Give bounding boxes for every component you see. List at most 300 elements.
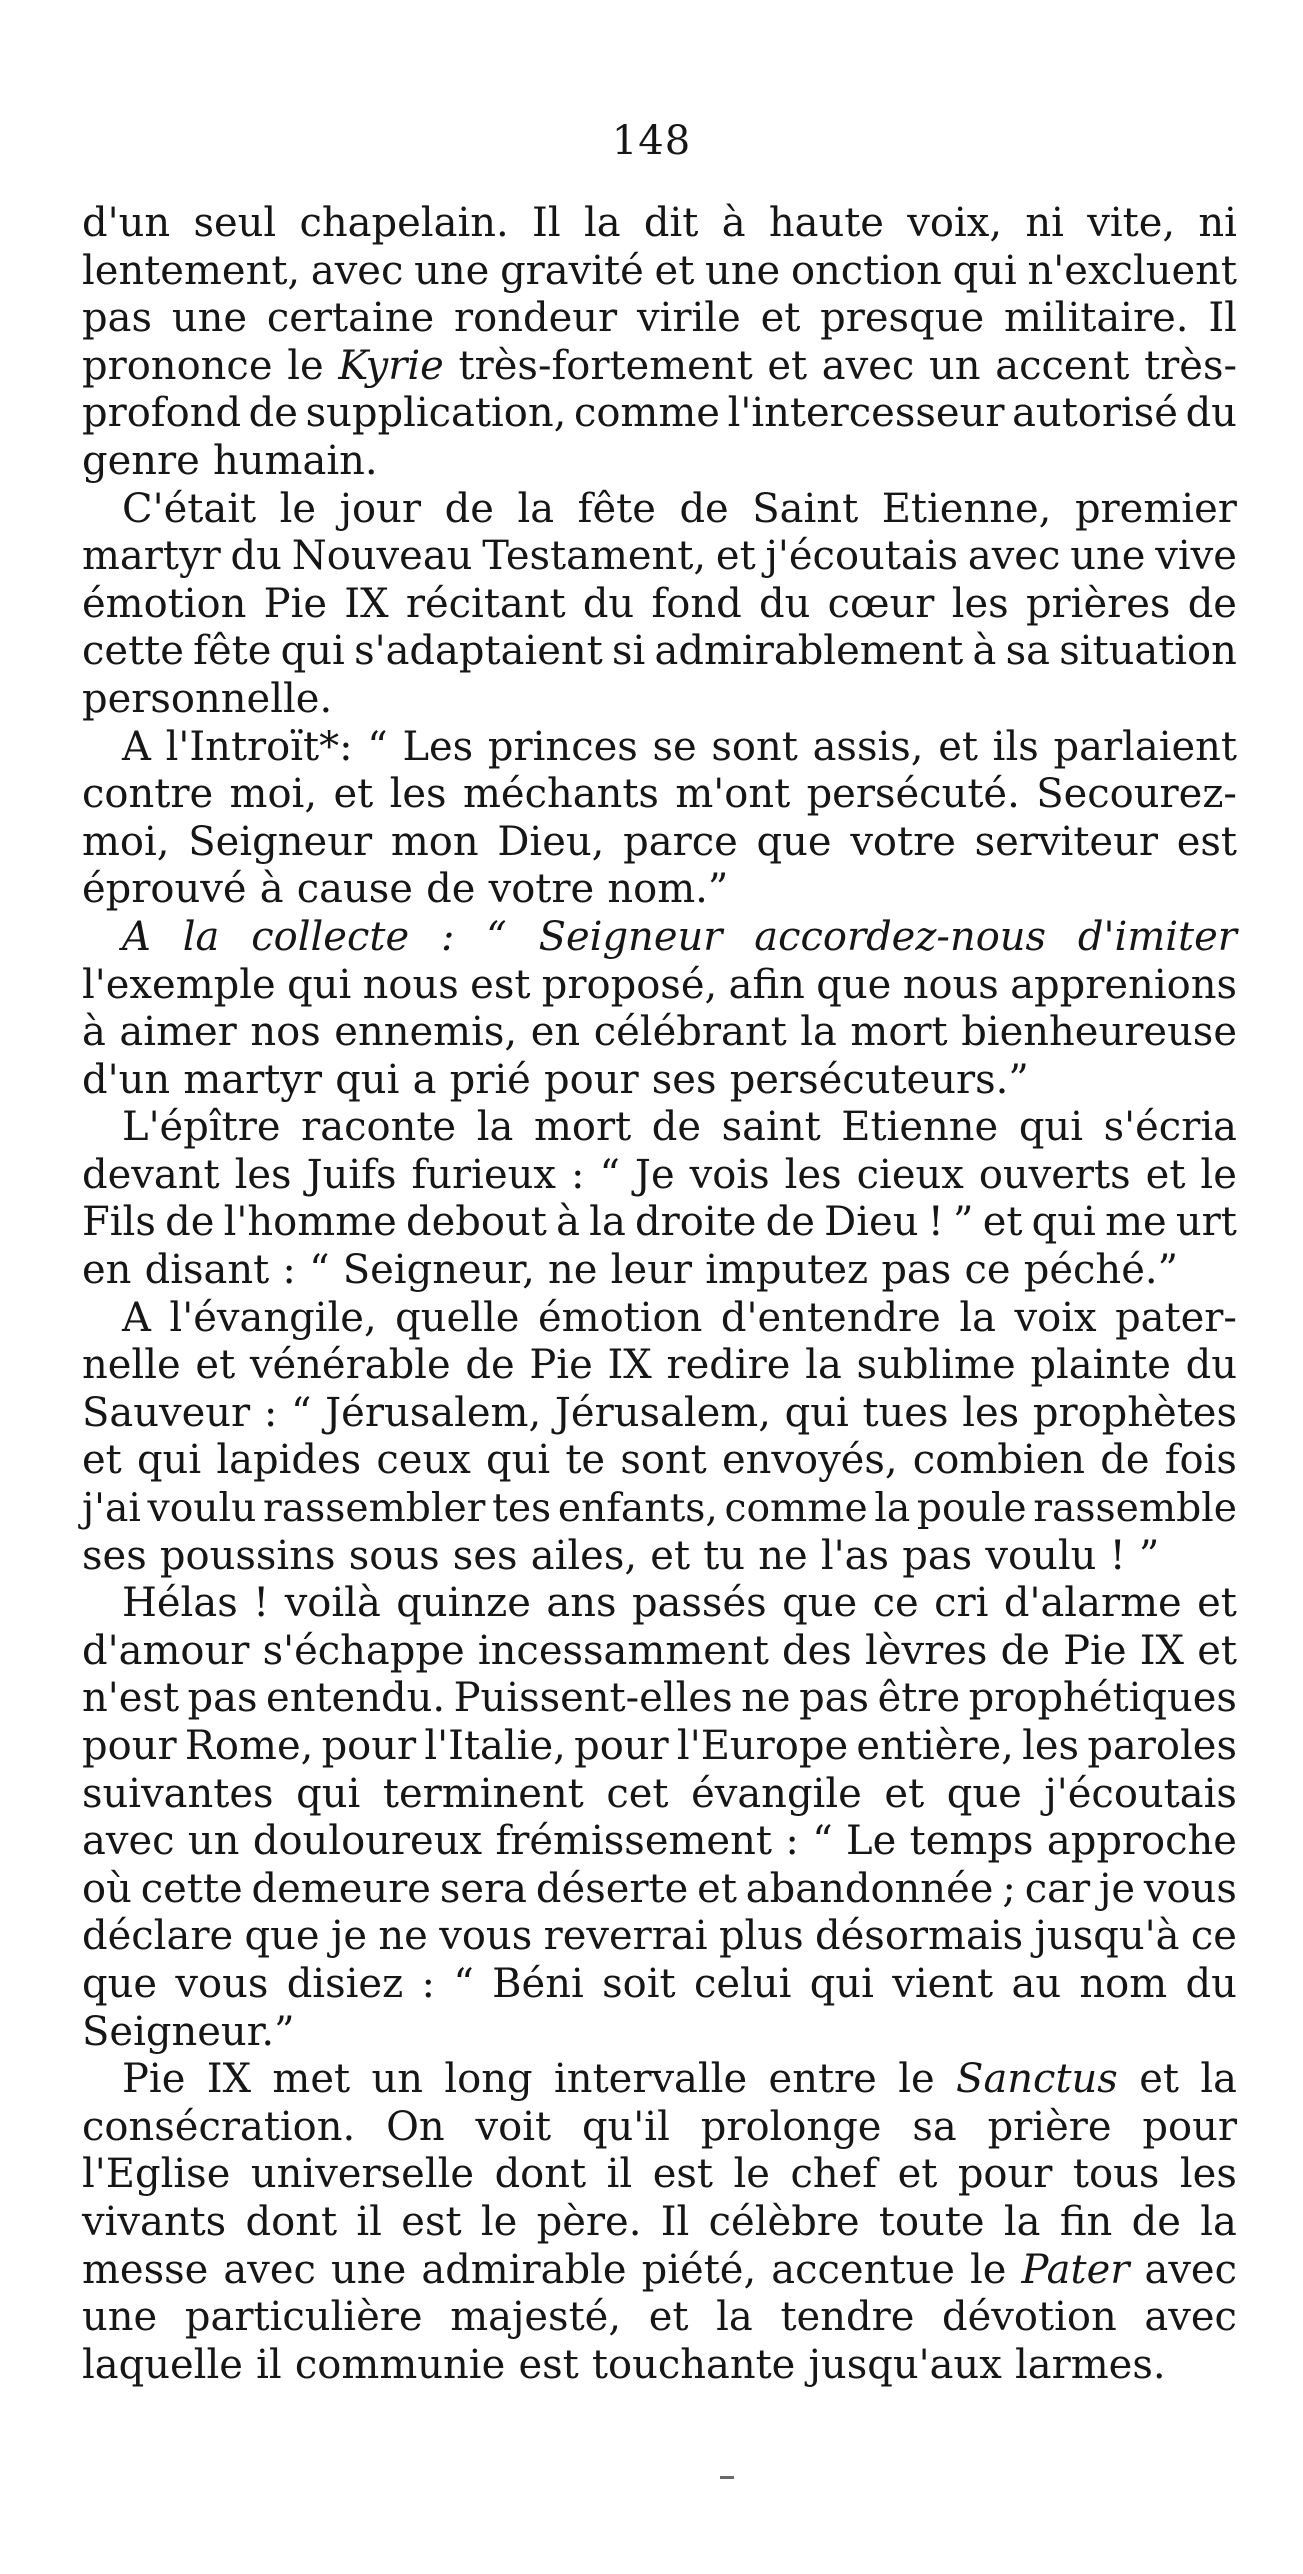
word: de xyxy=(1100,1437,1150,1484)
word: admirablement xyxy=(654,628,964,675)
word: Pie xyxy=(263,580,328,627)
word: qui xyxy=(784,1389,849,1436)
word: et xyxy=(767,342,808,389)
word: et xyxy=(648,2294,689,2341)
text-line xyxy=(82,2151,1237,2199)
word: pour xyxy=(957,2151,1053,2198)
word: n'excluent xyxy=(1027,247,1237,294)
word: Sanctus xyxy=(956,2056,1118,2103)
word: vient xyxy=(892,1960,994,2007)
text-line xyxy=(82,390,1237,438)
word: princes xyxy=(487,723,638,770)
text-line xyxy=(82,1961,1237,2009)
word: lèvres xyxy=(865,1627,988,1674)
word: s'écria xyxy=(1103,1104,1237,1151)
word: larmes. xyxy=(1014,2341,1166,2388)
text-line xyxy=(82,2294,1237,2342)
word: que xyxy=(244,1913,320,1960)
word: aimer xyxy=(119,1009,237,1056)
word: vite, xyxy=(1087,200,1176,246)
word: de xyxy=(426,866,476,913)
word: que xyxy=(946,1770,1022,1817)
word: toute xyxy=(878,2198,985,2245)
word: et xyxy=(760,295,801,342)
word: nous xyxy=(362,961,459,1008)
word: ans xyxy=(546,1580,617,1627)
word: qui xyxy=(1018,1104,1083,1151)
word: avec xyxy=(82,1818,175,1865)
word: récitant xyxy=(405,580,566,627)
text-line xyxy=(82,1199,1237,1247)
word: demeure xyxy=(251,1865,431,1912)
word: ne xyxy=(378,1913,428,1960)
word: tous xyxy=(1072,2151,1160,2198)
word: temps xyxy=(909,1818,1034,1865)
word: rassemble xyxy=(1033,1486,1237,1532)
word: cieux xyxy=(856,1151,964,1198)
word: rondeur xyxy=(454,295,618,342)
word: persécuteurs.” xyxy=(729,1056,1029,1103)
word: il xyxy=(606,2151,633,2198)
text-line xyxy=(82,1723,1237,1771)
word: au xyxy=(1011,1960,1062,2007)
word: “ xyxy=(309,1247,330,1294)
word: ce xyxy=(964,1247,1011,1294)
word: certaine xyxy=(266,295,435,342)
word: dévotion xyxy=(942,2294,1117,2341)
word: prophétiques xyxy=(968,1675,1237,1722)
word: qui xyxy=(296,1770,361,1817)
word: j'écoutais xyxy=(1044,1770,1237,1817)
word: raconte xyxy=(301,1104,457,1151)
text-line xyxy=(82,200,1237,248)
word: poussins xyxy=(159,1532,336,1579)
word: bienheureuse xyxy=(961,1009,1237,1056)
word: est xyxy=(518,2341,579,2388)
word: sa xyxy=(1005,628,1050,675)
word: sa xyxy=(912,2103,957,2150)
word: Testament, xyxy=(482,533,707,580)
word: l'intercesseur xyxy=(727,390,1005,437)
word: de xyxy=(465,1342,515,1389)
word: Béni xyxy=(492,1960,584,2007)
word: Jérusalem, xyxy=(325,1389,542,1436)
word: “ xyxy=(367,723,388,770)
word: célébrant xyxy=(593,1009,787,1056)
word: : xyxy=(263,1389,278,1436)
word: un xyxy=(371,2056,424,2103)
word: nelle xyxy=(82,1342,181,1389)
word: ” xyxy=(953,1199,974,1246)
word: ennemis, xyxy=(334,1009,518,1056)
word: sous xyxy=(348,1532,440,1579)
text-line xyxy=(82,628,1237,676)
word: long xyxy=(444,2056,533,2103)
word: de xyxy=(1000,1627,1050,1674)
printer-mark xyxy=(720,2476,734,2479)
word: lentement, xyxy=(82,247,301,294)
word: qui xyxy=(280,628,345,675)
text-line xyxy=(82,1866,1237,1914)
word: d'alarme xyxy=(1003,1580,1182,1627)
word: éprouvé xyxy=(82,866,247,913)
word: Fils xyxy=(82,1199,156,1246)
text-line xyxy=(82,2247,1237,2295)
text-line xyxy=(82,1913,1237,1961)
word: il xyxy=(356,2198,382,2245)
word: l'Eglise xyxy=(82,2151,231,2198)
word: moi, xyxy=(229,771,318,818)
word: pour xyxy=(544,1056,639,1103)
word: avec xyxy=(223,2246,316,2293)
word: proposé, xyxy=(541,961,718,1008)
word: déserte xyxy=(535,1865,689,1912)
word: envoyés, xyxy=(721,1437,898,1484)
word: ! xyxy=(927,1199,944,1246)
word: furieux xyxy=(411,1151,556,1198)
word: qui xyxy=(952,247,1017,294)
word: Seigneur xyxy=(188,818,373,865)
word: jusqu'à xyxy=(1034,1913,1180,1960)
word: célèbre xyxy=(708,2198,860,2245)
word: les xyxy=(962,1389,1020,1436)
word: martyr xyxy=(82,533,221,580)
word: Je xyxy=(634,1151,675,1198)
word: est xyxy=(652,2151,713,2198)
word: la xyxy=(182,913,220,960)
word: émotion xyxy=(537,1294,703,1341)
text-line xyxy=(82,2199,1237,2247)
word: les xyxy=(951,580,1009,627)
word: est xyxy=(470,961,531,1008)
text-line xyxy=(82,438,1237,486)
word: pour xyxy=(574,1723,669,1769)
text-line xyxy=(82,1818,1237,1866)
word: parlaient xyxy=(1053,723,1237,770)
word: avec xyxy=(1144,2246,1237,2293)
word: prononce xyxy=(82,342,273,389)
word: touchante xyxy=(591,2341,796,2388)
word: la xyxy=(583,200,621,246)
word: haute xyxy=(768,200,884,246)
word: ne xyxy=(548,1247,598,1294)
word: sera xyxy=(439,1865,528,1912)
word: Seigneur, xyxy=(342,1247,535,1294)
word: pas xyxy=(799,1675,870,1722)
text-line xyxy=(82,1057,1237,1105)
word: et xyxy=(884,1770,925,1817)
word: pour xyxy=(321,1723,417,1769)
word: entière, xyxy=(856,1723,1014,1769)
word: de xyxy=(248,390,298,437)
text-line xyxy=(82,771,1237,819)
word: Pie xyxy=(529,1342,593,1389)
word: sublime xyxy=(856,1342,1016,1389)
word: Le xyxy=(846,1818,897,1865)
word: messe xyxy=(82,2246,209,2293)
word: ce xyxy=(1190,1913,1237,1960)
word: ne xyxy=(741,1675,791,1722)
page-number: 148 xyxy=(611,118,692,164)
word: en xyxy=(530,1009,581,1056)
word: ceux xyxy=(376,1437,471,1484)
word: premier xyxy=(1074,485,1237,532)
word: Pie xyxy=(122,2056,186,2103)
word: afin xyxy=(728,961,805,1008)
word: quelle xyxy=(395,1294,520,1341)
word: combien xyxy=(912,1437,1086,1484)
text-line xyxy=(82,1675,1237,1723)
word: communie xyxy=(294,2341,506,2388)
word: Secourez- xyxy=(1036,771,1237,818)
word: sont xyxy=(711,723,798,770)
word: serviteur xyxy=(974,818,1158,865)
word: le xyxy=(279,485,317,532)
word: et xyxy=(1197,1627,1237,1674)
word: Juifs xyxy=(306,1151,397,1198)
text-line xyxy=(82,1485,1237,1533)
word: prié xyxy=(449,1056,531,1103)
word: cette xyxy=(82,628,184,675)
word: qui xyxy=(287,961,352,1008)
word: entendu. xyxy=(266,1675,446,1722)
word: : xyxy=(440,913,455,960)
word: “ xyxy=(486,913,507,960)
word: quinze xyxy=(396,1580,531,1627)
word: jusqu'aux xyxy=(808,2341,1002,2388)
word: une xyxy=(1070,533,1146,580)
word: la xyxy=(959,1294,997,1341)
word: apprenions xyxy=(1010,961,1237,1008)
text-line xyxy=(82,533,1237,581)
word: tues xyxy=(862,1389,949,1436)
word: qu'il xyxy=(581,2103,670,2150)
word: évangile xyxy=(691,1770,862,1817)
word: péché.” xyxy=(1023,1247,1179,1294)
word: comme xyxy=(573,390,720,437)
word: du xyxy=(1185,1960,1237,2007)
word: une xyxy=(414,247,490,294)
word: et xyxy=(982,1199,1023,1246)
word: plus xyxy=(718,1913,804,1960)
word: du xyxy=(758,580,811,627)
word: le xyxy=(898,2056,935,2103)
text-line xyxy=(82,1580,1237,1628)
word: de xyxy=(444,485,494,532)
text-line xyxy=(82,1437,1237,1485)
word: imputez xyxy=(705,1247,869,1294)
word: est xyxy=(1176,818,1237,865)
word: redire xyxy=(666,1342,791,1389)
word: “ xyxy=(812,1818,833,1865)
word: Il xyxy=(532,200,561,246)
word: d'un xyxy=(82,200,171,246)
text-line xyxy=(82,2104,1237,2152)
word: une xyxy=(331,2246,407,2293)
word: disant xyxy=(144,1247,270,1294)
word: prières xyxy=(1025,580,1171,627)
word: les xyxy=(1022,1723,1080,1769)
word: très- xyxy=(1144,342,1237,389)
word: si xyxy=(611,628,646,675)
word: mort xyxy=(850,1009,948,1056)
word: A xyxy=(122,913,151,960)
word: l'homme xyxy=(223,1199,397,1246)
word: la xyxy=(874,1486,911,1532)
word: l'évangile, xyxy=(169,1294,377,1341)
word: nom.” xyxy=(607,866,729,913)
word: ” xyxy=(1138,1532,1160,1579)
text-line xyxy=(82,1104,1237,1152)
word: et xyxy=(897,2151,938,2198)
word: cœur xyxy=(827,580,935,627)
word: A xyxy=(122,723,151,770)
word: voix xyxy=(1014,1294,1097,1341)
word: s'adaptaient xyxy=(354,628,603,675)
word: déclare xyxy=(82,1913,234,1960)
word: autorisé xyxy=(1012,390,1178,437)
word: vive xyxy=(1155,533,1237,580)
word: avec xyxy=(1144,2294,1237,2341)
text-line xyxy=(82,1628,1237,1676)
text-line xyxy=(82,295,1237,343)
body-text xyxy=(82,200,1237,2389)
word: : xyxy=(785,1818,799,1865)
word: je xyxy=(1098,1865,1136,1912)
word: accordez-nous xyxy=(754,913,1047,960)
word: dont xyxy=(494,2151,587,2198)
word: fête xyxy=(193,628,272,675)
word: assis, xyxy=(812,723,924,770)
word: Sauveur xyxy=(82,1389,251,1436)
word: j'ai xyxy=(82,1486,141,1532)
word: ; xyxy=(1002,1865,1016,1912)
word: et xyxy=(938,723,978,770)
word: urt xyxy=(1175,1199,1237,1246)
text-line xyxy=(82,1342,1237,1390)
word: : xyxy=(421,1960,435,2007)
word: un xyxy=(929,342,981,389)
word: de xyxy=(679,485,729,532)
word: Les xyxy=(402,723,474,770)
word: prophètes xyxy=(1032,1389,1237,1436)
word: et xyxy=(82,1437,122,1484)
text-line xyxy=(82,2342,1237,2390)
word: les xyxy=(784,1151,842,1198)
word: debout xyxy=(406,1199,547,1246)
word: admirable xyxy=(421,2246,627,2293)
word: saint xyxy=(721,1104,821,1151)
text-line xyxy=(82,2009,1237,2057)
text-line xyxy=(82,866,1237,914)
word: poule xyxy=(916,1486,1027,1532)
word: virile xyxy=(636,295,741,342)
word: entre xyxy=(768,2056,877,2103)
word: voulu xyxy=(985,1532,1097,1579)
text-line xyxy=(82,1533,1237,1581)
word: ses xyxy=(452,1532,518,1579)
text-line xyxy=(82,486,1237,534)
word: ! xyxy=(1109,1532,1126,1579)
word: que xyxy=(782,1580,858,1627)
word: disiez xyxy=(286,1960,404,2007)
word: Rome, xyxy=(184,1723,314,1769)
word: la xyxy=(517,485,555,532)
word: n'est xyxy=(82,1675,180,1722)
word: nom xyxy=(1079,1960,1168,2007)
word: où xyxy=(82,1865,132,1912)
word: cette xyxy=(140,1865,243,1912)
word: pas xyxy=(187,1675,258,1722)
word: la xyxy=(716,2294,753,2341)
word: IX xyxy=(1139,1627,1185,1674)
word: du xyxy=(582,580,635,627)
word: ni xyxy=(1198,200,1237,246)
word: le xyxy=(1200,1151,1237,1198)
word: Etienne xyxy=(841,1104,999,1151)
word: s'échappe xyxy=(262,1627,465,1674)
word: la xyxy=(800,1009,837,1056)
word: avec xyxy=(967,533,1061,580)
word: à xyxy=(721,200,746,246)
word: tu xyxy=(703,1532,746,1579)
word: cause xyxy=(296,866,413,913)
word: sont xyxy=(620,1437,707,1484)
word: cri xyxy=(934,1580,989,1627)
word: les xyxy=(389,771,447,818)
word: accentue xyxy=(771,2246,955,2293)
word: fond xyxy=(651,580,742,627)
word: ni xyxy=(1025,200,1064,246)
word: passés xyxy=(631,1580,767,1627)
word: la xyxy=(1200,2056,1237,2103)
word: laquelle xyxy=(82,2341,243,2388)
word: Pater xyxy=(1021,2246,1130,2293)
word: qui xyxy=(485,1437,551,1484)
word: mort xyxy=(533,1104,632,1151)
text-line xyxy=(82,1152,1237,1200)
word: le xyxy=(969,2246,1007,2293)
word: leur xyxy=(610,1247,693,1294)
word: il xyxy=(256,2341,282,2388)
word: celui xyxy=(693,1960,792,2007)
word: à xyxy=(556,1199,580,1246)
word: ailes, xyxy=(530,1532,638,1579)
word: émotion xyxy=(82,580,247,627)
text-line xyxy=(82,962,1237,1010)
text-line xyxy=(82,1390,1237,1438)
word: te xyxy=(565,1437,606,1484)
word: avec xyxy=(310,247,404,294)
word: et xyxy=(195,1342,236,1389)
word: dit xyxy=(643,200,699,246)
word: qui xyxy=(335,1056,400,1103)
word: ne xyxy=(758,1532,808,1579)
word: et xyxy=(715,533,756,580)
word: universelle xyxy=(250,2151,475,2198)
word: à xyxy=(972,628,997,675)
word: les xyxy=(1179,2151,1237,2198)
word: Nouveau xyxy=(291,533,473,580)
word: cet xyxy=(606,1770,669,1817)
word: enfants, xyxy=(557,1486,718,1532)
word: Seigneur xyxy=(538,913,723,960)
word: situation xyxy=(1059,628,1237,675)
word: d'amour xyxy=(82,1627,250,1674)
word: d'imiter xyxy=(1077,913,1237,960)
word: de xyxy=(765,1199,815,1246)
word: plainte xyxy=(1030,1342,1171,1389)
